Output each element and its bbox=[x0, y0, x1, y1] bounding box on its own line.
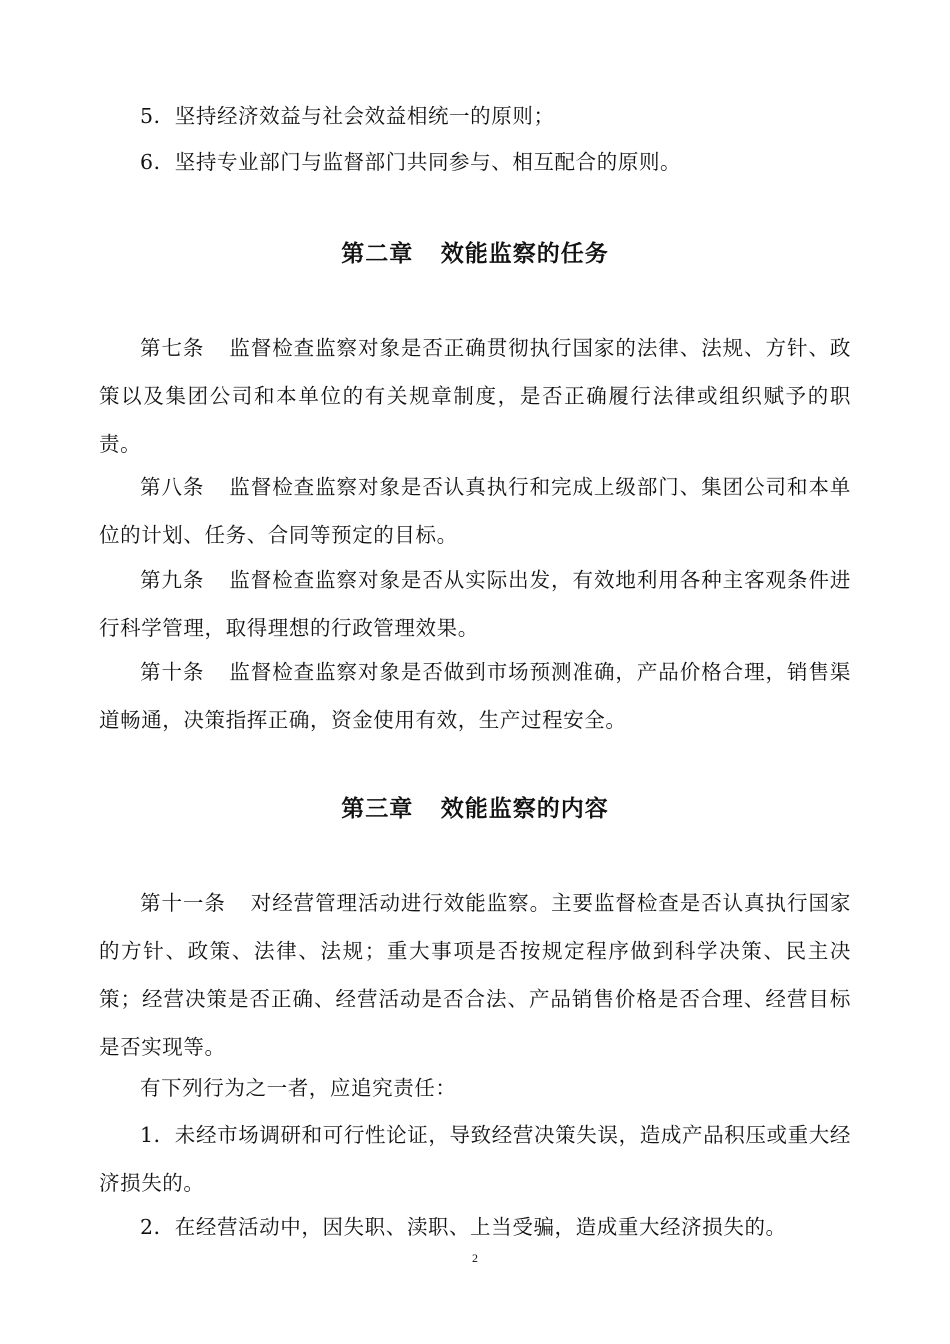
article-text: 监督检查监察对象是否做到市场预测准确，产品价格合理，销售渠道畅通，决策指挥正确，资金使用有效，生产过程安全。 bbox=[99, 660, 851, 732]
page-number: 2 bbox=[472, 1251, 478, 1265]
accountability-item-2: 2．在经营活动中，因失职、渎职、上当受骗，造成重大经济损失的。 bbox=[140, 1215, 787, 1239]
article-label: 第十一条 bbox=[140, 891, 226, 915]
article-11 bbox=[99, 879, 851, 1071]
article-label: 第九条 bbox=[140, 568, 205, 592]
intro-item-5: 5．坚持经济效益与社会效益相统一的原则； bbox=[140, 104, 555, 128]
accountability-item-1: 1．未经市场调研和可行性论证，导致经营决策失误，造成产品积压或重大经济损失的。 bbox=[99, 1123, 851, 1195]
accountability-intro: 有下列行为之一者，应追究责任： bbox=[140, 1076, 457, 1100]
article-text: 监督检查监察对象是否从实际出发，有效地利用各种主客观条件进行科学管理，取得理想的行政管理效果。 bbox=[99, 568, 851, 640]
intro-item-6: 6．坚持专业部门与监督部门共同参与、相互配合的原则。 bbox=[140, 150, 682, 174]
article-label: 第十条 bbox=[140, 660, 205, 684]
chapter-2-title: 效能监察的任务 bbox=[440, 241, 609, 267]
article-text: 对经营管理活动进行效能监察。主要监督检查是否认真执行国家的方针、政策、法律、法规；重大事项是否按规定程序做到科学决策、民主决策；经营决策是否正确、经营活动是否合法、产品销售价格是否合理、经营目标是否实现等。 bbox=[99, 891, 851, 1059]
article-label: 第七条 bbox=[140, 336, 205, 360]
article-label: 第八条 bbox=[140, 475, 205, 499]
article-10 bbox=[99, 648, 851, 744]
chapter-3-number: 第三章 bbox=[341, 796, 414, 822]
article-text: 监督检查监察对象是否正确贯彻执行国家的法律、法规、方针、政策以及集团公司和本单位的有关规章制度，是否正确履行法律或组织赋予的职责。 bbox=[99, 336, 851, 456]
chapter-2-number: 第二章 bbox=[341, 241, 414, 267]
chapter-3-heading bbox=[0, 790, 950, 823]
article-text: 监督检查监察对象是否认真执行和完成上级部门、集团公司和本单位的计划、任务、合同等预定的目标。 bbox=[99, 475, 851, 547]
article-7 bbox=[99, 324, 851, 468]
chapter-3-title: 效能监察的内容 bbox=[440, 796, 609, 822]
chapter-2-heading bbox=[0, 235, 950, 268]
article-9 bbox=[99, 556, 851, 652]
article-8 bbox=[99, 463, 851, 559]
